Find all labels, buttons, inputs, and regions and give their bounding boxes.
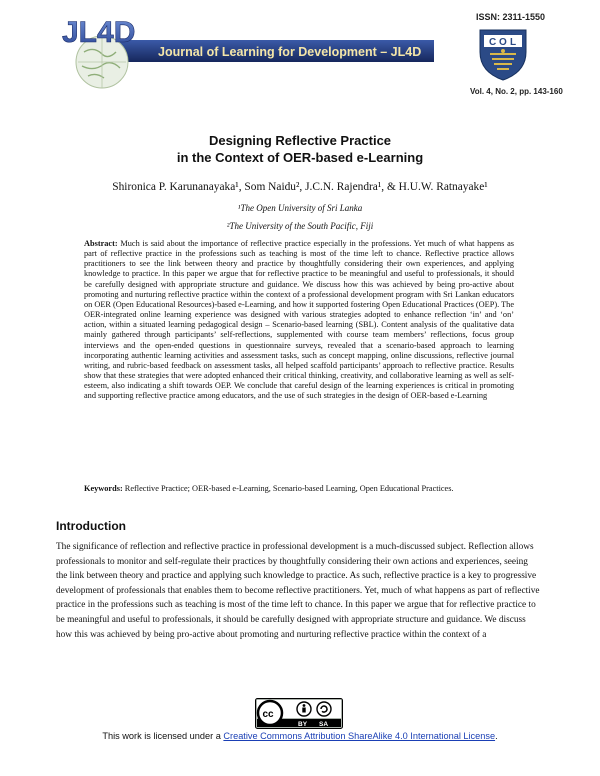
license-notice — [0, 731, 600, 741]
col-letter-l: L — [510, 37, 517, 48]
affiliation-1: ¹The Open University of Sri Lanka — [237, 203, 363, 213]
abstract — [84, 239, 514, 402]
introduction-paragraph: The significance of reflection and reflective practice in professional development is a much-discussed subject. Reflection allows professionals to monitor and self-regulate their practices by thoughtfully considering their own actions and experiences, seeing the link between theory and practice and applying such knowledge to practice. As such, reflective practice is a key to progressive development of professionals that enables them to become reflective practitioners. Yet, much of what happens as part of reflective practice in the professions such as teaching is most of the time left to chance. In this paper we argue that for reflective practice to be meaningful and useful to professionals, it should be carefully designed with appropriate structure and guidance. We discuss how this was achieved by being pro-active about promoting and nurturing reflective practice within the context of a — [56, 542, 540, 640]
abstract-label: Abstract: — [84, 239, 118, 248]
section-heading-introduction: Introduction — [56, 519, 126, 533]
cc-label: cc — [262, 709, 274, 720]
journal-logo — [54, 12, 434, 94]
col-badge — [476, 26, 530, 82]
journal-name: Journal of Learning for Development – JL4D — [158, 45, 422, 59]
logo-jl4d-text: JL4D — [62, 16, 136, 49]
license-suffix: . — [495, 731, 498, 741]
by-label: BY — [298, 721, 308, 728]
cc-by-sa-badge[interactable] — [255, 698, 343, 729]
sa-icon — [317, 702, 331, 716]
issn: ISSN: 2311-1550 — [476, 12, 546, 22]
volume-info: Vol. 4, No. 2, pp. 143-160 — [470, 87, 563, 96]
keywords-text: Reflective Practice; OER-based e-Learning, Scenario-based Learning, Open Educational Practices. — [124, 484, 454, 493]
authors: Shironica P. Karunanayaka¹, Som Naidu², J.C.N. Rajendra¹, & H.U.W. Ratnayake¹ — [112, 181, 488, 193]
abstract-text: Much is said about the importance of reflective practice especially in the professions. Yet much of what happens as part of reflective practice in the professions such as teaching is most of the time left to chance. Reflective practice allows practitioners to see the link between theory and practice by thoughtfully considering their own experiences, and applying knowledge to practice. In this paper we argue that for reflective practice to be meaningful and useful to professionals, it should be carefully designed with appropriate structure and guidance. We discuss how this was achieved by being pro-active about promoting and nurturing reflective practice within the context of a professional development program with Sri Lankan educators on OER (Open Educational Resources)-based e-Learning, and how it supported fostering Open Educational Practices (OEP). The OER-integrated online learning experience was designed with various strategies adopted to enhance reflection ‘in’ and ‘on’ action, within a situated learning pedagogical design – Scenario-based learning (SBL). Content analysis of the qualitative data mainly gathered through participants’ self-reflections, supplemented with course team members’ reflections, focus group interviews and the open-ended questions in questionnaire surveys, revealed that a scenario-based approach to learning incorporating authentic learning activities and assessment tasks, such as concept mapping, online discussions, reflective journal writing, and rubric-based feedback on assessment tasks, all helped scaffold participants’ approach to reflective practice. Results show that these strategies that were adopted enhanced their critical thinking, creativity, and collaborative learning as well as self-esteem, also indicating a shift towards OEP. We conclude that careful design of the learning experiences is critical in promoting and supporting reflective practice among educators, and the use of such strategies in the design of OER-based e-Learning — [84, 239, 515, 401]
affiliation-2: ²The University of the South Pacific, Fiji — [226, 221, 374, 231]
license-prefix: This work is licensed under a — [102, 731, 224, 741]
license-link[interactable]: Creative Commons Attribution ShareAlike 4.0 International License — [223, 731, 496, 741]
col-letter-o: O — [499, 37, 507, 48]
col-letter-c: C — [489, 37, 497, 48]
paper-title-line1: Designing Reflective Practice — [208, 133, 392, 148]
paper-title-line2: in the Context of OER-based e-Learning — [176, 150, 424, 165]
keywords-label: Keywords: — [84, 484, 123, 493]
sa-label: SA — [319, 721, 329, 728]
keywords — [84, 484, 514, 494]
